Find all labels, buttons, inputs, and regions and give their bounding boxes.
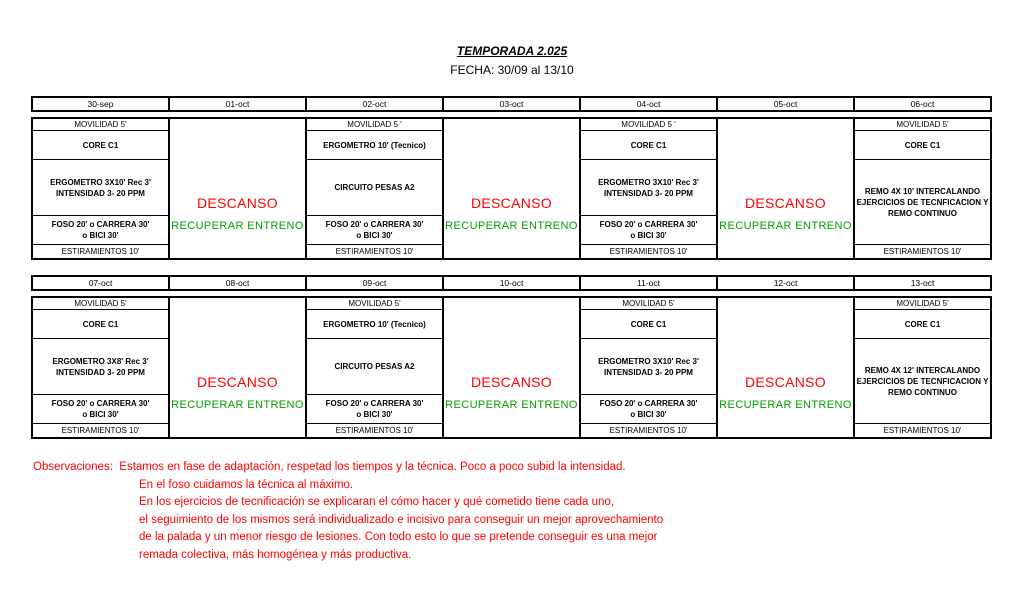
observation-line: Estamos en fase de adaptación, respetad los tiempos y la técnica. Poco a poco subid la intensidad. — [119, 461, 626, 473]
date-header: 13-oct — [853, 277, 990, 289]
recover-label: RECUPERAR ENTRENO — [445, 220, 578, 232]
recover-label: RECUPERAR ENTRENO — [171, 220, 304, 232]
rest-label: DESCANSO — [471, 374, 552, 390]
recover-label: RECUPERAR ENTRENO — [445, 399, 578, 411]
mobility-cell: MOVILIDAD 5 ' — [307, 119, 442, 131]
mobility-cell: MOVILIDAD 5' — [33, 298, 168, 310]
day-column — [853, 119, 990, 258]
week-table-2 — [31, 275, 992, 439]
rest-label: DESCANSO — [197, 195, 278, 211]
day-column — [853, 298, 990, 437]
cardio-line: FOSO 20' o CARRERA 30' — [325, 220, 424, 229]
main-workout-cell — [307, 160, 442, 216]
observation-line: remada colectiva, más homogénea y más productiva. — [139, 548, 412, 561]
workout-line: CIRCUITO PESAS A2 — [334, 362, 415, 371]
rest-day — [718, 298, 853, 437]
rowing-cell — [855, 339, 990, 424]
rest-day — [444, 119, 579, 258]
rowing-line: REMO 4X 12' INTERCALANDO — [864, 365, 981, 375]
main-workout-cell — [581, 160, 716, 216]
mobility-cell: MOVILIDAD 5' — [855, 119, 990, 131]
rest-label: DESCANSO — [197, 374, 278, 390]
week-table-1 — [31, 96, 992, 260]
date-header: 02-oct — [305, 98, 442, 110]
main-workout-cell — [581, 339, 716, 395]
rest-day — [444, 298, 579, 437]
date-header-row — [31, 96, 992, 112]
main-workout-cell — [307, 339, 442, 395]
workout-line: ERGOMETRO 3X10' Rec 3' — [598, 177, 699, 187]
recover-label: RECUPERAR ENTRENO — [171, 399, 304, 411]
observation-line: En el foso cuidamos la técnica al máximo. — [139, 478, 354, 491]
rowing-line: EJERCICIOS DE TECNFICACION Y — [856, 376, 989, 386]
date-header: 08-oct — [168, 277, 305, 289]
core-cell: CORE C1 — [581, 131, 716, 160]
cardio-line: FOSO 20' o CARRERA 30' — [51, 220, 150, 229]
observation-line: de la palada y un menor riesgo de lesiones. Con todo esto lo que se pretende conseguir es una mejor — [139, 531, 658, 543]
rest-label: DESCANSO — [471, 195, 552, 211]
observation-line: En los ejercicios de tecnificación se explicaran el cómo hacer y qué cometido tiene cada uno, — [139, 496, 614, 508]
rest-day — [170, 119, 305, 258]
workout-line: ERGOMETRO 3X10' Rec 3' — [598, 356, 699, 366]
day-column — [442, 119, 579, 258]
workout-line: INTENSIDAD 3- 20 PPM — [56, 188, 145, 198]
date-header: 03-oct — [442, 98, 579, 110]
core-cell: CORE C1 — [33, 310, 168, 339]
observations-label: Observaciones: — [33, 461, 113, 473]
cardio-cell — [33, 216, 168, 245]
stretch-cell: ESTIRAMIENTOS 10' — [883, 426, 962, 435]
date-range: FECHA: 30/09 al 13/10 — [450, 63, 574, 77]
cardio-cell — [33, 395, 168, 424]
stretch-cell: ESTIRAMIENTOS 10' — [335, 247, 414, 256]
workout-line: ERGOMETRO 3X10' Rec 3' — [50, 177, 151, 187]
date-header: 10-oct — [442, 277, 579, 289]
workout-line: INTENSIDAD 3- 20 PPM — [604, 367, 693, 377]
day-column — [442, 298, 579, 437]
day-column — [33, 298, 168, 437]
day-column — [33, 119, 168, 258]
cardio-line: FOSO 20' o CARRERA 30' — [599, 220, 698, 229]
date-header: 01-oct — [168, 98, 305, 110]
mobility-cell: MOVILIDAD 5' — [581, 298, 716, 310]
rest-label: DESCANSO — [745, 195, 826, 211]
stretch-cell: ESTIRAMIENTOS 10' — [609, 247, 688, 256]
date-header: 06-oct — [853, 98, 990, 110]
day-column — [579, 119, 716, 258]
main-workout-cell — [33, 160, 168, 216]
schedule-row — [31, 296, 992, 439]
core-cell: CORE C1 — [855, 131, 990, 160]
date-header: 12-oct — [716, 277, 853, 289]
rowing-line: REMO CONTINUO — [888, 208, 957, 218]
rest-label: DESCANSO — [745, 374, 826, 390]
rowing-cell — [855, 160, 990, 245]
stretch-cell: ESTIRAMIENTOS 10' — [335, 426, 414, 435]
recover-label: RECUPERAR ENTRENO — [719, 220, 852, 232]
date-header: 05-oct — [716, 98, 853, 110]
main-workout-cell — [33, 339, 168, 395]
cardio-cell — [581, 216, 716, 245]
day-column — [716, 298, 853, 437]
cardio-line: o BICI 30' — [82, 231, 119, 240]
day-column — [305, 298, 442, 437]
rowing-line: REMO 4X 10' INTERCALANDO — [864, 186, 981, 196]
page-title: TEMPORADA 2.025 — [456, 44, 568, 58]
date-header: 11-oct — [579, 277, 716, 289]
rowing-line: EJERCICIOS DE TECNFICACION Y — [856, 197, 989, 207]
cardio-line: FOSO 20' o CARRERA 30' — [325, 399, 424, 408]
stretch-cell: ESTIRAMIENTOS 10' — [883, 247, 962, 256]
rowing-line: REMO CONTINUO — [888, 387, 957, 397]
observations — [33, 459, 793, 564]
cardio-cell — [307, 395, 442, 424]
cardio-line: o BICI 30' — [630, 410, 667, 419]
cardio-line: o BICI 30' — [630, 231, 667, 240]
stretch-cell: ESTIRAMIENTOS 10' — [61, 247, 140, 256]
recover-label: RECUPERAR ENTRENO — [719, 399, 852, 411]
core-cell: CORE C1 — [33, 131, 168, 160]
date-header: 04-oct — [579, 98, 716, 110]
rest-day — [718, 119, 853, 258]
mobility-cell: MOVILIDAD 5' — [307, 298, 442, 310]
rest-day — [170, 298, 305, 437]
core-cell: ERGOMETRO 10' (Tecnico) — [307, 131, 442, 160]
schedule-row — [31, 117, 992, 260]
mobility-cell: MOVILIDAD 5' — [855, 298, 990, 310]
date-header: 07-oct — [88, 278, 113, 288]
core-cell: ERGOMETRO 10' (Tecnico) — [307, 310, 442, 339]
day-column — [168, 298, 305, 437]
core-cell: CORE C1 — [855, 310, 990, 339]
mobility-cell: MOVILIDAD 5 ' — [581, 119, 716, 131]
workout-line: INTENSIDAD 3- 20 PPM — [604, 188, 693, 198]
day-column — [579, 298, 716, 437]
cardio-line: FOSO 20' o CARRERA 30' — [599, 399, 698, 408]
workout-line: ERGOMETRO 3X8' Rec 3' — [52, 356, 149, 366]
date-header: 09-oct — [305, 277, 442, 289]
date-header: 30-sep — [87, 99, 114, 109]
cardio-cell — [307, 216, 442, 245]
stretch-cell: ESTIRAMIENTOS 10' — [609, 426, 688, 435]
observation-line: el seguimiento de los mismos será individualizado e incisivo para conseguir un mejor aprovechamiento — [139, 513, 664, 526]
workout-line: CIRCUITO PESAS A2 — [334, 183, 415, 192]
day-column — [168, 119, 305, 258]
date-header-row — [31, 275, 992, 291]
day-column — [716, 119, 853, 258]
cardio-line: o BICI 30' — [82, 410, 119, 419]
stretch-cell: ESTIRAMIENTOS 10' — [61, 426, 140, 435]
mobility-cell: MOVILIDAD 5' — [33, 119, 168, 131]
day-column — [305, 119, 442, 258]
cardio-line: o BICI 30' — [356, 231, 393, 240]
cardio-line: FOSO 20' o CARRERA 30' — [51, 399, 150, 408]
cardio-cell — [581, 395, 716, 424]
cardio-line: o BICI 30' — [356, 410, 393, 419]
workout-line: INTENSIDAD 3- 20 PPM — [56, 367, 145, 377]
core-cell: CORE C1 — [581, 310, 716, 339]
